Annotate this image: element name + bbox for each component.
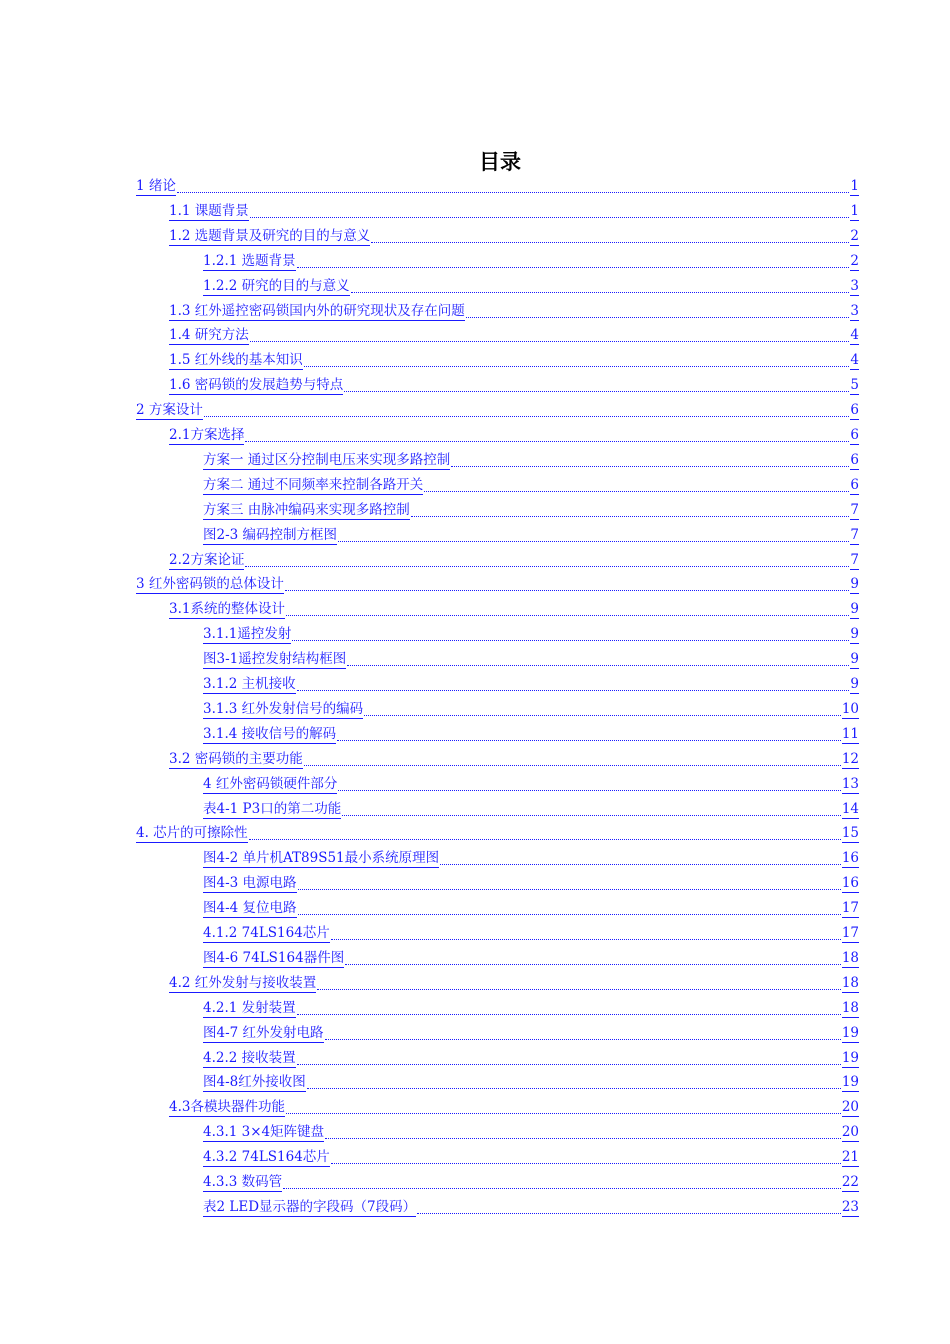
toc-entry[interactable] bbox=[203, 247, 859, 271]
toc-entry-page-number: 7 bbox=[850, 501, 859, 518]
toc-leader-dots bbox=[364, 715, 841, 716]
toc-entry[interactable] bbox=[169, 595, 859, 619]
toc-entry-page-number: 18 bbox=[841, 974, 859, 991]
toc-leader-dots bbox=[451, 466, 849, 467]
toc-entry-title: 图3-1遥控发射结构框图 bbox=[203, 651, 347, 668]
toc-leader-dots bbox=[338, 790, 840, 791]
toc-entry-title: 4.2.2 接收装置 bbox=[203, 1049, 296, 1066]
toc-entry-page-number: 21 bbox=[841, 1149, 859, 1166]
toc-entry-page-number: 2 bbox=[850, 252, 859, 269]
toc-entry-title: 1.2.1 选题背景 bbox=[203, 252, 296, 269]
toc-entry[interactable] bbox=[203, 645, 859, 669]
toc-entry-title: 3.1.1遥控发射 bbox=[203, 626, 292, 643]
toc-entry-title: 3 红外密码锁的总体设计 bbox=[136, 576, 284, 593]
toc-entry[interactable] bbox=[169, 346, 859, 370]
toc-entry[interactable] bbox=[169, 222, 859, 246]
toc-entry-page-number: 20 bbox=[841, 1124, 859, 1141]
toc-entry[interactable] bbox=[203, 894, 859, 918]
toc-entry-page-number: 17 bbox=[841, 900, 859, 917]
toc-entry[interactable] bbox=[203, 272, 859, 296]
toc-entry-page-number: 11 bbox=[841, 725, 859, 742]
toc-entry[interactable] bbox=[169, 371, 859, 395]
toc-entry[interactable] bbox=[203, 1044, 859, 1068]
toc-entry-page-number: 15 bbox=[841, 825, 859, 842]
toc-entry-page-number: 1 bbox=[850, 178, 859, 194]
toc-entry-title: 图2-3 编码控制方框图 bbox=[203, 526, 338, 543]
toc-leader-dots bbox=[351, 292, 850, 293]
toc-entry-page-number: 5 bbox=[850, 377, 859, 394]
toc-entry-page-number: 1 bbox=[850, 202, 859, 219]
toc-entry-title: 4.3各模块器件功能 bbox=[169, 1099, 285, 1116]
toc-entry-page-number: 14 bbox=[841, 800, 859, 817]
toc-entry[interactable] bbox=[203, 770, 859, 794]
toc-entry-page-number: 6 bbox=[850, 402, 859, 419]
toc-entry-page-number: 16 bbox=[841, 850, 859, 867]
toc-entry[interactable] bbox=[203, 496, 859, 520]
toc-entry-page-number: 10 bbox=[841, 700, 859, 717]
toc-entry-page-number: 22 bbox=[841, 1174, 859, 1190]
toc-leader-dots bbox=[347, 665, 849, 666]
toc-entry-page-number: 18 bbox=[841, 999, 859, 1016]
toc-leader-dots bbox=[297, 1014, 841, 1015]
toc-entry-page-number: 7 bbox=[850, 526, 859, 543]
toc-entry-title: 1.2 选题背景及研究的目的与意义 bbox=[169, 227, 371, 244]
toc-entry-title: 2 方案设计 bbox=[136, 402, 203, 419]
toc-entry[interactable] bbox=[169, 421, 859, 445]
toc-leader-dots bbox=[292, 640, 849, 641]
toc-leader-dots bbox=[297, 267, 850, 268]
toc-entry-title: 图4-7 红外发射电路 bbox=[203, 1024, 324, 1041]
toc-leader-dots bbox=[298, 914, 841, 915]
toc-entry[interactable] bbox=[203, 1118, 859, 1142]
toc-entry-page-number: 16 bbox=[841, 875, 859, 892]
toc-entry-page-number: 7 bbox=[850, 551, 859, 568]
toc-entry[interactable] bbox=[203, 844, 859, 868]
toc-entry[interactable] bbox=[136, 172, 859, 196]
toc-entry-title: 1.1 课题背景 bbox=[169, 202, 249, 219]
toc-entry-title: 表4-1 P3口的第二功能 bbox=[203, 800, 342, 817]
toc-entry-title: 3.2 密码锁的主要功能 bbox=[169, 750, 303, 767]
toc-leader-dots bbox=[286, 615, 849, 616]
toc-entry-page-number: 9 bbox=[850, 676, 859, 692]
toc-entry[interactable] bbox=[136, 819, 859, 843]
toc-leader-dots bbox=[304, 366, 850, 367]
toc-entry-title: 4.3.1 3×4矩阵键盘 bbox=[203, 1124, 325, 1141]
page-title: 目录 bbox=[479, 150, 521, 174]
toc-entry[interactable] bbox=[136, 570, 859, 594]
toc-entry[interactable] bbox=[203, 869, 859, 893]
toc-leader-dots bbox=[307, 1088, 841, 1089]
toc-leader-dots bbox=[417, 1213, 841, 1214]
toc-entry-page-number: 19 bbox=[841, 1024, 859, 1041]
toc-entry-page-number: 17 bbox=[841, 925, 859, 941]
toc-entry[interactable] bbox=[203, 1019, 859, 1043]
toc-leader-dots bbox=[331, 939, 841, 940]
toc-entry[interactable] bbox=[203, 620, 859, 644]
toc-entry[interactable] bbox=[203, 994, 859, 1018]
toc-leader-dots bbox=[297, 1064, 841, 1065]
toc-entry[interactable] bbox=[203, 1143, 859, 1167]
toc-entry-title: 4.3.2 74LS164芯片 bbox=[203, 1149, 330, 1166]
toc-entry-page-number: 6 bbox=[850, 451, 859, 468]
toc-entry[interactable] bbox=[169, 969, 859, 993]
toc-leader-dots bbox=[250, 341, 850, 342]
toc-entry-title: 2.2方案论证 bbox=[169, 551, 245, 568]
toc-entry-page-number: 9 bbox=[850, 601, 859, 618]
toc-leader-dots bbox=[285, 590, 850, 591]
toc-leader-dots bbox=[250, 217, 850, 218]
toc-entry[interactable] bbox=[169, 745, 859, 769]
toc-leader-dots bbox=[424, 491, 849, 492]
toc-entry[interactable] bbox=[203, 1193, 859, 1217]
toc-entry[interactable] bbox=[169, 197, 859, 221]
toc-leader-dots bbox=[304, 765, 841, 766]
toc-leader-dots bbox=[342, 815, 841, 816]
toc-entry[interactable] bbox=[169, 1093, 859, 1117]
toc-entry[interactable] bbox=[203, 670, 859, 694]
toc-entry-title: 4 红外密码锁硬件部分 bbox=[203, 775, 338, 792]
toc-entry-title: 1.2.2 研究的目的与意义 bbox=[203, 277, 350, 294]
toc-entry-title: 图4-4 复位电路 bbox=[203, 900, 297, 917]
toc-entry-title: 方案一 通过区分控制电压来实现多路控制 bbox=[203, 451, 451, 468]
toc-entry[interactable] bbox=[136, 396, 859, 420]
toc-entry[interactable] bbox=[203, 521, 859, 545]
toc-entry-title: 3.1.3 红外发射信号的编码 bbox=[203, 700, 364, 717]
toc-entry-page-number: 19 bbox=[841, 1049, 859, 1066]
toc-entry-title: 2.1方案选择 bbox=[169, 427, 245, 443]
toc-entry-title: 1.4 研究方法 bbox=[169, 327, 249, 344]
toc-entry-page-number: 13 bbox=[841, 775, 859, 792]
toc-entry[interactable] bbox=[203, 446, 859, 470]
toc-leader-dots bbox=[440, 864, 841, 865]
toc-entry-page-number: 9 bbox=[850, 651, 859, 668]
toc-entry-title: 表2 LED显示器的字段码（7段码） bbox=[203, 1198, 417, 1215]
toc-entry[interactable] bbox=[203, 471, 859, 495]
toc-entry-page-number: 6 bbox=[850, 476, 859, 493]
toc-leader-dots bbox=[204, 416, 850, 417]
toc-entry-title: 图4-6 74LS164器件图 bbox=[203, 949, 345, 966]
toc-leader-dots bbox=[245, 566, 849, 567]
toc-entry-page-number: 3 bbox=[850, 302, 859, 319]
toc-entry-title: 3.1.4 接收信号的解码 bbox=[203, 725, 337, 742]
toc-entry-title: 方案二 通过不同频率来控制各路开关 bbox=[203, 476, 424, 493]
toc-leader-dots bbox=[344, 391, 849, 392]
toc-entry[interactable] bbox=[169, 297, 859, 321]
toc-entry-title: 4.1.2 74LS164芯片 bbox=[203, 925, 330, 941]
toc-entry[interactable] bbox=[203, 795, 859, 819]
toc-entry-title: 1.6 密码锁的发展趋势与特点 bbox=[169, 377, 344, 394]
toc-entry-title: 4. 芯片的可擦除性 bbox=[136, 825, 248, 842]
toc-leader-dots bbox=[297, 690, 850, 691]
toc-entry-title: 4.2.1 发射装置 bbox=[203, 999, 296, 1016]
toc-leader-dots bbox=[298, 889, 841, 890]
toc-entry-page-number: 20 bbox=[841, 1099, 859, 1116]
toc-entry-title: 3.1系统的整体设计 bbox=[169, 601, 285, 618]
toc-entry[interactable] bbox=[203, 720, 859, 744]
toc-entry-page-number: 9 bbox=[850, 626, 859, 643]
toc-entry[interactable] bbox=[203, 1168, 859, 1192]
toc-leader-dots bbox=[337, 740, 841, 741]
toc-leader-dots bbox=[371, 242, 849, 243]
toc-entry-title: 1 绪论 bbox=[136, 178, 176, 194]
toc-entry-page-number: 12 bbox=[841, 750, 859, 767]
toc-entry[interactable] bbox=[203, 944, 859, 968]
toc-entry-title: 图4-3 电源电路 bbox=[203, 875, 297, 892]
toc-entry-page-number: 18 bbox=[841, 949, 859, 966]
toc-entry[interactable] bbox=[203, 919, 859, 943]
toc-leader-dots bbox=[249, 839, 841, 840]
toc-entry[interactable] bbox=[169, 546, 859, 570]
toc-entry[interactable] bbox=[203, 1068, 859, 1092]
toc-entry-page-number: 6 bbox=[850, 427, 859, 443]
toc-leader-dots bbox=[411, 516, 850, 517]
toc-entry-page-number: 23 bbox=[841, 1198, 859, 1215]
toc-entry-page-number: 3 bbox=[850, 277, 859, 294]
toc-leader-dots bbox=[245, 441, 849, 442]
toc-leader-dots bbox=[317, 989, 841, 990]
toc-entry[interactable] bbox=[169, 321, 859, 345]
toc-entry[interactable] bbox=[203, 695, 859, 719]
toc-leader-dots bbox=[325, 1039, 841, 1040]
toc-leader-dots bbox=[466, 317, 850, 318]
toc-entry-title: 图4-2 单片机AT89S51最小系统原理图 bbox=[203, 850, 440, 867]
toc-entry-page-number: 9 bbox=[850, 576, 859, 593]
toc-entry-page-number: 2 bbox=[850, 227, 859, 244]
toc-entry-title: 1.3 红外遥控密码锁国内外的研究现状及存在问题 bbox=[169, 302, 465, 319]
toc-leader-dots bbox=[286, 1113, 841, 1114]
toc-leader-dots bbox=[338, 541, 849, 542]
toc-entry-title: 4.2 红外发射与接收装置 bbox=[169, 974, 317, 991]
toc-entry-title: 方案三 由脉冲编码来实现多路控制 bbox=[203, 501, 410, 518]
toc-entry-title: 4.3.3 数码管 bbox=[203, 1174, 283, 1190]
toc-leader-dots bbox=[325, 1138, 841, 1139]
toc-leader-dots bbox=[177, 192, 850, 193]
toc-entry-page-number: 19 bbox=[841, 1074, 859, 1091]
toc-leader-dots bbox=[331, 1163, 841, 1164]
toc-leader-dots bbox=[345, 964, 841, 965]
toc-entry-page-number: 4 bbox=[850, 352, 859, 369]
toc-entry-title: 3.1.2 主机接收 bbox=[203, 676, 296, 692]
toc-entry-page-number: 4 bbox=[850, 327, 859, 344]
toc-entry-title: 图4-8红外接收图 bbox=[203, 1074, 306, 1091]
toc-entry-title: 1.5 红外线的基本知识 bbox=[169, 352, 303, 369]
toc-leader-dots bbox=[283, 1188, 841, 1189]
